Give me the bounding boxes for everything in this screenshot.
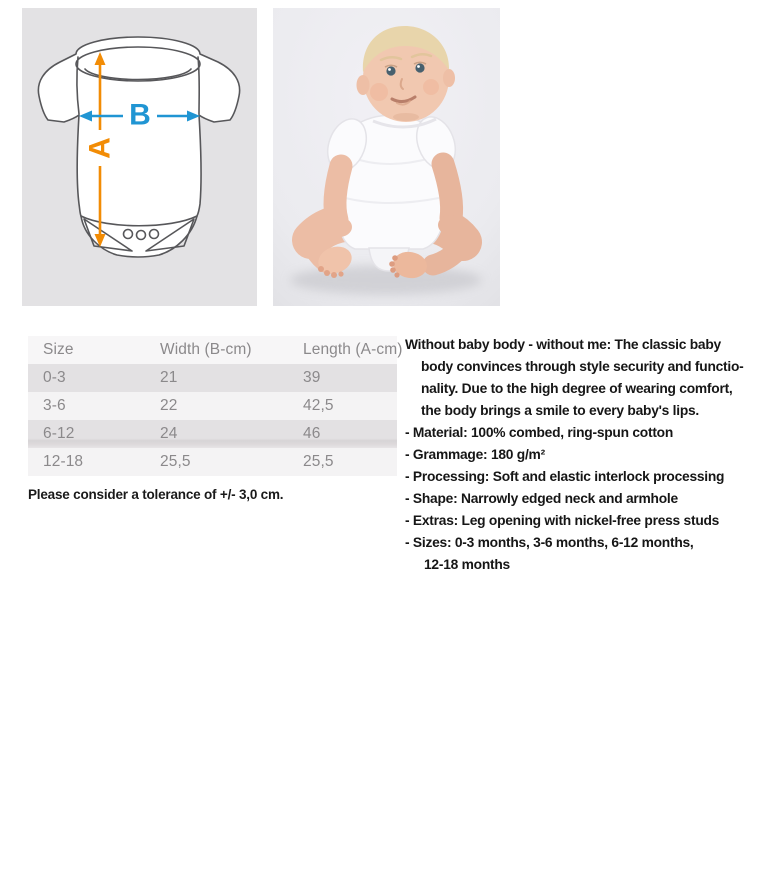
- cell-size: 12-18: [43, 453, 84, 470]
- cell-size: 6-12: [28, 420, 145, 448]
- description-line: 12-18 months: [424, 557, 510, 572]
- col-header-length: Length (A-cm): [303, 341, 403, 358]
- description-line: - Extras: Leg opening with nickel-free press studs: [405, 513, 720, 528]
- tolerance-note: Please consider a tolerance of +/- 3,0 cm.: [28, 487, 284, 502]
- cell-width: 24: [145, 420, 288, 448]
- cell-width: 25,5: [160, 453, 191, 470]
- table-row: [28, 364, 397, 392]
- cell-length: 46: [288, 420, 397, 448]
- cell-width: 21: [160, 369, 178, 386]
- width-label-b: B: [129, 98, 151, 132]
- product-photo-baby: [273, 8, 500, 306]
- description-line: nality. Due to the high degree of wearing comfort,: [421, 381, 733, 396]
- size-table: [28, 336, 403, 476]
- cell-size: 0-3: [43, 369, 66, 386]
- cell-size: 3-6: [43, 397, 66, 414]
- description-line: - Processing: Soft and elastic interlock processing: [405, 469, 725, 484]
- cell-length: 39: [303, 369, 321, 386]
- description-line: - Grammage: 180 g/m²: [405, 447, 545, 462]
- table-row: [28, 448, 397, 476]
- description-line: body convinces through style security and functio-: [421, 359, 744, 374]
- length-label-a: A: [83, 137, 117, 159]
- cell-width: 22: [160, 397, 178, 414]
- col-header-size: Size: [43, 341, 74, 358]
- table-row: [28, 392, 397, 420]
- product-description: [405, 334, 744, 576]
- description-line: - Material: 100% combed, ring-spun cotton: [405, 425, 674, 440]
- description-line: - Sizes: 0-3 months, 3-6 months, 6-12 months,: [405, 535, 694, 550]
- size-table-header-row: [28, 336, 397, 364]
- table-row: [28, 420, 397, 448]
- description-line: the body brings a smile to every baby's lips.: [421, 403, 700, 418]
- measurement-diagram: [22, 8, 257, 306]
- baby-photo-illustration: [273, 8, 500, 306]
- col-header-width: Width (B-cm): [160, 341, 252, 358]
- description-line: Without baby body - without me: The classic baby: [405, 337, 721, 352]
- baby-body-outline-icon: [22, 8, 257, 306]
- cell-length: 42,5: [303, 397, 334, 414]
- cell-length: 25,5: [303, 453, 334, 470]
- description-line: - Shape: Narrowly edged neck and armhole: [405, 491, 678, 506]
